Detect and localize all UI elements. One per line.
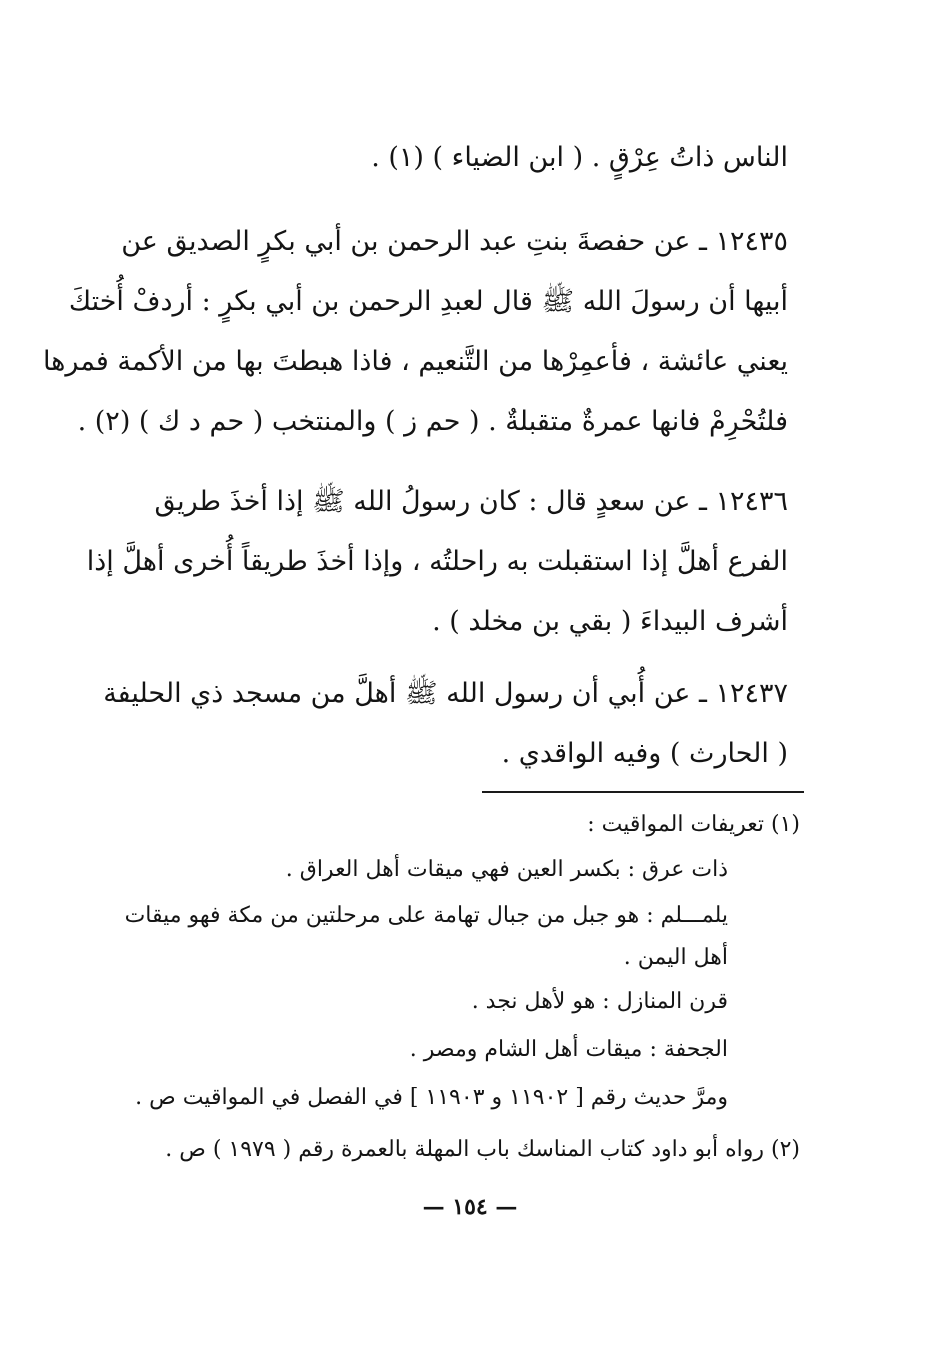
text-line: أبيها أن رسولَ الله ﷺ قال لعبدِ الرحمن بن أبي بكرٍ : أردفْ أُختكَ	[68, 286, 788, 317]
text-line: ١٢٤٣٧ ـ عن أُبي أن رسول الله ﷺ أهلَّ من مسجد ذي الحليفة	[103, 678, 788, 709]
page-number: — ١٥٤ —	[422, 1194, 518, 1220]
footnote-line: الجحفة : ميقات أهل الشام ومصر .	[409, 1037, 728, 1062]
intro-paragraph	[88, 128, 788, 188]
footnote-2: (٢) رواه أبو داود كتاب المناسك باب المهلة بالعمرة رقم ( ١٩٧٩ ) ص .	[165, 1137, 800, 1162]
hadith-12436	[88, 472, 788, 652]
footnote-line: ذات عرق : بكسر العين فهي ميقات أهل العراق .	[285, 857, 728, 882]
hadith-12437	[88, 664, 788, 784]
footnote-line: ومرَّ حديث رقم [ ١١٩٠٢ و ١١٩٠٣ ] في الفصل في المواقيت ص .	[135, 1085, 728, 1110]
footnote-line: أهل اليمن .	[623, 945, 728, 970]
text-line: ١٢٤٣٥ ـ عن حفصةَ بنتِ عبد الرحمن بن أبي بكرٍ الصديق عن	[121, 226, 788, 257]
text-line: ١٢٤٣٦ ـ عن سعدٍ قال : كان رسولُ الله ﷺ إذا أخذَ طريق	[154, 486, 788, 517]
hadith-12435	[42, 212, 788, 452]
text-line: ( الحارث ) وفيه الواقدي .	[501, 738, 788, 769]
footnote-divider	[482, 791, 804, 793]
footnote-line: يلمـــلم : هو جبل من جبال تهامة على مرحلتين من مكة فهو ميقات	[124, 903, 728, 928]
footnote-1-title: (١) تعريفات المواقيت :	[587, 812, 800, 837]
text-line: الناس ذاتُ عِرْقٍ . ( ابن الضياء ) (١) .	[371, 142, 788, 173]
footnote-line: قرن المنازل : هو لأهل نجد .	[471, 989, 728, 1014]
text-line: أشرف البيداءَ ( بقي بن مخلد ) .	[432, 606, 788, 637]
text-line: يعني عائشة ، فأعمِرْها من التَّنعيم ، فاذا هبطتَ بها من الأكمة فمرها	[42, 346, 788, 377]
text-line: الفرع أهلَّ إذا استقبلت به راحلتُه ، وإذا أخذَ طريقاً أُخرى أهلَّ إذا	[86, 546, 788, 577]
text-line: فلتُحْرِمْ فانها عمرةٌ متقبلةٌ . ( حم ز ) والمنتخب ( حم د ك ) (٢) .	[77, 406, 788, 437]
